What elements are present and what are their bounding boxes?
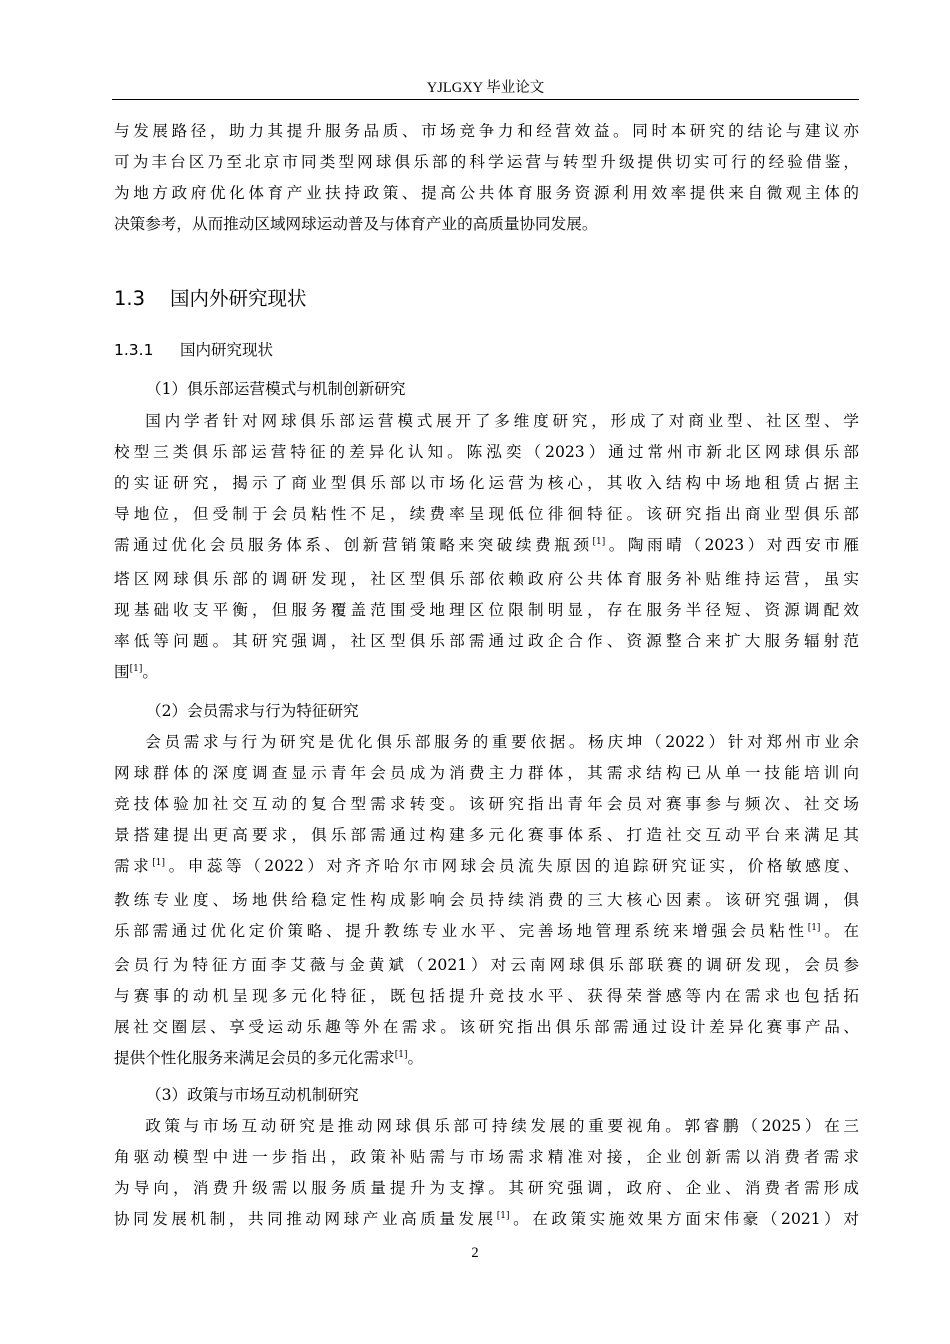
text-line: 教练专业度、场地供给稳定性构成影响会员持续消费的三大核心因素。该研究强调，俱 [114, 891, 859, 909]
text-line: 校型三类俱乐部运营特征的差异化认知。陈泓奕（2023）通过常州市新北区网球俱乐部 [114, 443, 859, 461]
text-segment: 。在政策实施效果方面宋伟豪（2021）对 [509, 1210, 859, 1228]
text-line: 为导向，消费升级需以服务质量提升为支撑。其研究强调，政府、企业、消费者需形成 [114, 1179, 859, 1197]
text-segment: 围 [114, 663, 130, 681]
running-header: YJLGXY 毕业论文 [426, 80, 545, 96]
text-segment: 协同发展机制，共同推动网球产业高质量发展 [114, 1210, 497, 1228]
text-line: 现基础收支平衡，但服务覆盖范围受地理区位限制明显，存在服务半径短、资源调配效 [114, 601, 859, 619]
text-line: 景搭建提出更高要求，俱乐部需通过构建多元化赛事体系、打造社交互动平台来满足其 [114, 826, 859, 844]
section-number: 1.3 [114, 287, 146, 310]
text-line: 的实证研究，揭示了商业型俱乐部以市场化运营为核心，其收入结构中场地租赁占据主 [114, 474, 859, 492]
text-line [114, 657, 859, 691]
text-line: 决策参考，从而推动区域网球运动普及与体育产业的高质量协同发展。 [114, 215, 598, 233]
text-segment: 。 [407, 1049, 424, 1067]
text-line [114, 1204, 859, 1238]
text-line: 会员行为特征方面李艾薇与金黄斌（2021）对云南网球俱乐部联赛的调研发现，会员参 [114, 956, 859, 974]
text-line: 会员需求与行为研究是优化俱乐部服务的重要依据。杨庆坤（2022）针对郑州市业余 [145, 733, 859, 751]
citation: [1] [592, 537, 606, 547]
text-segment: 需通过优化会员服务体系、创新营销策略来突破续费瓶颈 [114, 536, 593, 554]
text-segment: 乐部需通过优化定价策略、提升教练专业水平、完善场地管理系统来增强会员粘性 [114, 922, 808, 940]
text-line: 率低等问题。其研究强调，社区型俱乐部需通过政企合作、资源整合来扩大服务辐射范 [114, 632, 859, 650]
text-segment: 。 [142, 663, 158, 681]
text-segment: 提供个性化服务来满足会员的多元化需求 [114, 1049, 395, 1067]
text-line [114, 1043, 859, 1077]
text-line: 塔区网球俱乐部的调研发现，社区型俱乐部依赖政府公共体育服务补贴维持运营，虽实 [114, 570, 859, 588]
subsection-number: 1.3.1 [114, 341, 154, 359]
text-line: 角驱动模型中进一步指出，政策补贴需与市场需求精准对接，企业创新需以消费者需求 [114, 1148, 859, 1166]
text-line: 与发展路径，助力其提升服务品质、市场竞争力和经营效益。同时本研究的结论与建议亦 [114, 122, 859, 140]
subsection-title: 国内研究现状 [180, 341, 274, 359]
page-number: 2 [471, 1245, 479, 1261]
text-line: 展社交圈层、享受运动乐趣等外在需求。该研究指出俱乐部需通过设计差异化赛事产品、 [114, 1018, 859, 1036]
section-title: 国内外研究现状 [170, 287, 307, 310]
citation: [1] [496, 1211, 510, 1221]
citation: [1] [807, 923, 821, 933]
topic1-paragraph [114, 406, 859, 691]
section-heading [114, 283, 307, 311]
text-line [114, 530, 859, 564]
text-line: 为地方政府优化体育产业扶持政策、提高公共体育服务资源利用效率提供来自微观主体的 [114, 184, 859, 202]
text-segment: 。陶雨晴（2023）对西安市雁 [605, 536, 859, 554]
citation: [1] [129, 664, 143, 674]
topic2-heading: （2）会员需求与行为特征研究 [146, 702, 359, 720]
topic1-heading: （1）俱乐部运营模式与机制创新研究 [146, 380, 406, 398]
text-line: 导地位，但受制于会员粘性不足，续费率呈现低位徘徊特征。该研究指出商业型俱乐部 [114, 505, 859, 523]
text-line: 网球群体的深度调查显示青年会员成为消费主力群体，其需求结构已从单一技能培训向 [114, 764, 859, 782]
text-line [114, 916, 859, 950]
intro-paragraph [114, 116, 859, 240]
text-segment: 。在 [820, 922, 859, 940]
text-line: 可为丰台区乃至北京市同类型网球俱乐部的科学运营与转型升级提供切实可行的经验借鉴， [114, 153, 859, 171]
topic2-paragraph [114, 727, 859, 1077]
header-rule [112, 99, 859, 100]
topic3-paragraph [114, 1111, 859, 1238]
citation: [1] [152, 858, 166, 868]
subsection-heading [114, 338, 273, 360]
text-line: 国内学者针对网球俱乐部运营模式展开了多维度研究，形成了对商业型、社区型、学 [145, 412, 859, 430]
topic3-heading: （3）政策与市场互动机制研究 [146, 1086, 359, 1104]
text-line: 政策与市场互动研究是推动网球俱乐部可持续发展的重要视角。郭睿鹏（2025）在三 [145, 1117, 859, 1135]
text-line: 与赛事的动机呈现多元化特征，既包括提升竞技水平、获得荣誉感等内在需求也包括拓 [114, 987, 859, 1005]
text-line: 竞技体验加社交互动的复合型需求转变。该研究指出青年会员对赛事参与频次、社交场 [114, 795, 859, 813]
text-segment: 需求 [114, 857, 153, 875]
citation: [1] [394, 1050, 408, 1060]
text-line [114, 851, 859, 885]
text-segment: 。申蕊等（2022）对齐齐哈尔市网球会员流失原因的追踪研究证实，价格敏感度、 [165, 857, 859, 875]
